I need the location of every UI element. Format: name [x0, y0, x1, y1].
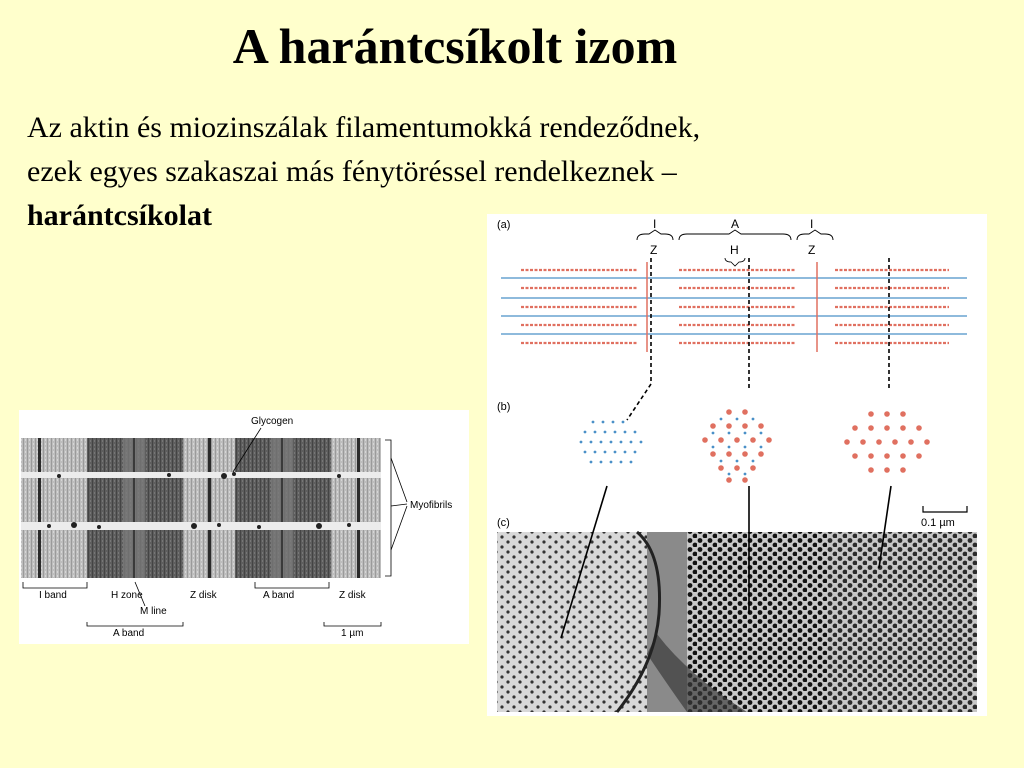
- z-label-left: Z: [650, 243, 658, 257]
- cross-section-i-band: [580, 421, 643, 464]
- sarcomere-svg: [487, 214, 987, 716]
- panel-c-label: (c): [497, 517, 510, 529]
- slide-title: A harántcsíkolt izom: [232, 18, 678, 74]
- z-label-right: Z: [808, 243, 816, 257]
- thick-filaments: [521, 270, 949, 343]
- micrograph-scale-label: 1 µm: [341, 628, 364, 639]
- glycogen-label: Glycogen: [251, 416, 294, 427]
- h-zone-label: H zone: [111, 590, 143, 601]
- a-band-label-top: A band: [263, 590, 295, 601]
- text-line-3: harántcsíkolat: [27, 199, 213, 232]
- panel-b-label: (b): [497, 401, 511, 413]
- a-band-label-bottom: A band: [113, 628, 145, 639]
- band-i-right: I: [810, 217, 814, 231]
- band-a: A: [731, 217, 740, 231]
- text-line-1: Az aktin és miozinszálak filamentumokká rendeződnek,: [27, 111, 701, 144]
- m-line-label: M line: [140, 606, 167, 617]
- micrograph-svg: [19, 410, 469, 644]
- i-band-label: I band: [39, 590, 67, 601]
- panel-a-label: (a): [497, 219, 511, 231]
- diagram-scale-label: 0.1 µm: [921, 517, 955, 529]
- myofibrils-label: Myofibrils: [410, 500, 453, 511]
- band-i-left: I: [653, 217, 657, 231]
- cross-section-overlap: [702, 409, 772, 483]
- sarcomere-diagram-figure: [487, 214, 987, 716]
- h-label: H: [730, 243, 739, 257]
- text-line-2: ezek egyes szakaszai más fénytöréssel rendelkeznek –: [27, 155, 677, 188]
- muscle-micrograph-figure: [19, 410, 469, 644]
- z-disk-label-1: Z disk: [190, 590, 217, 601]
- z-disk-label-2: Z disk: [339, 590, 366, 601]
- cross-section-h-zone: [844, 411, 930, 473]
